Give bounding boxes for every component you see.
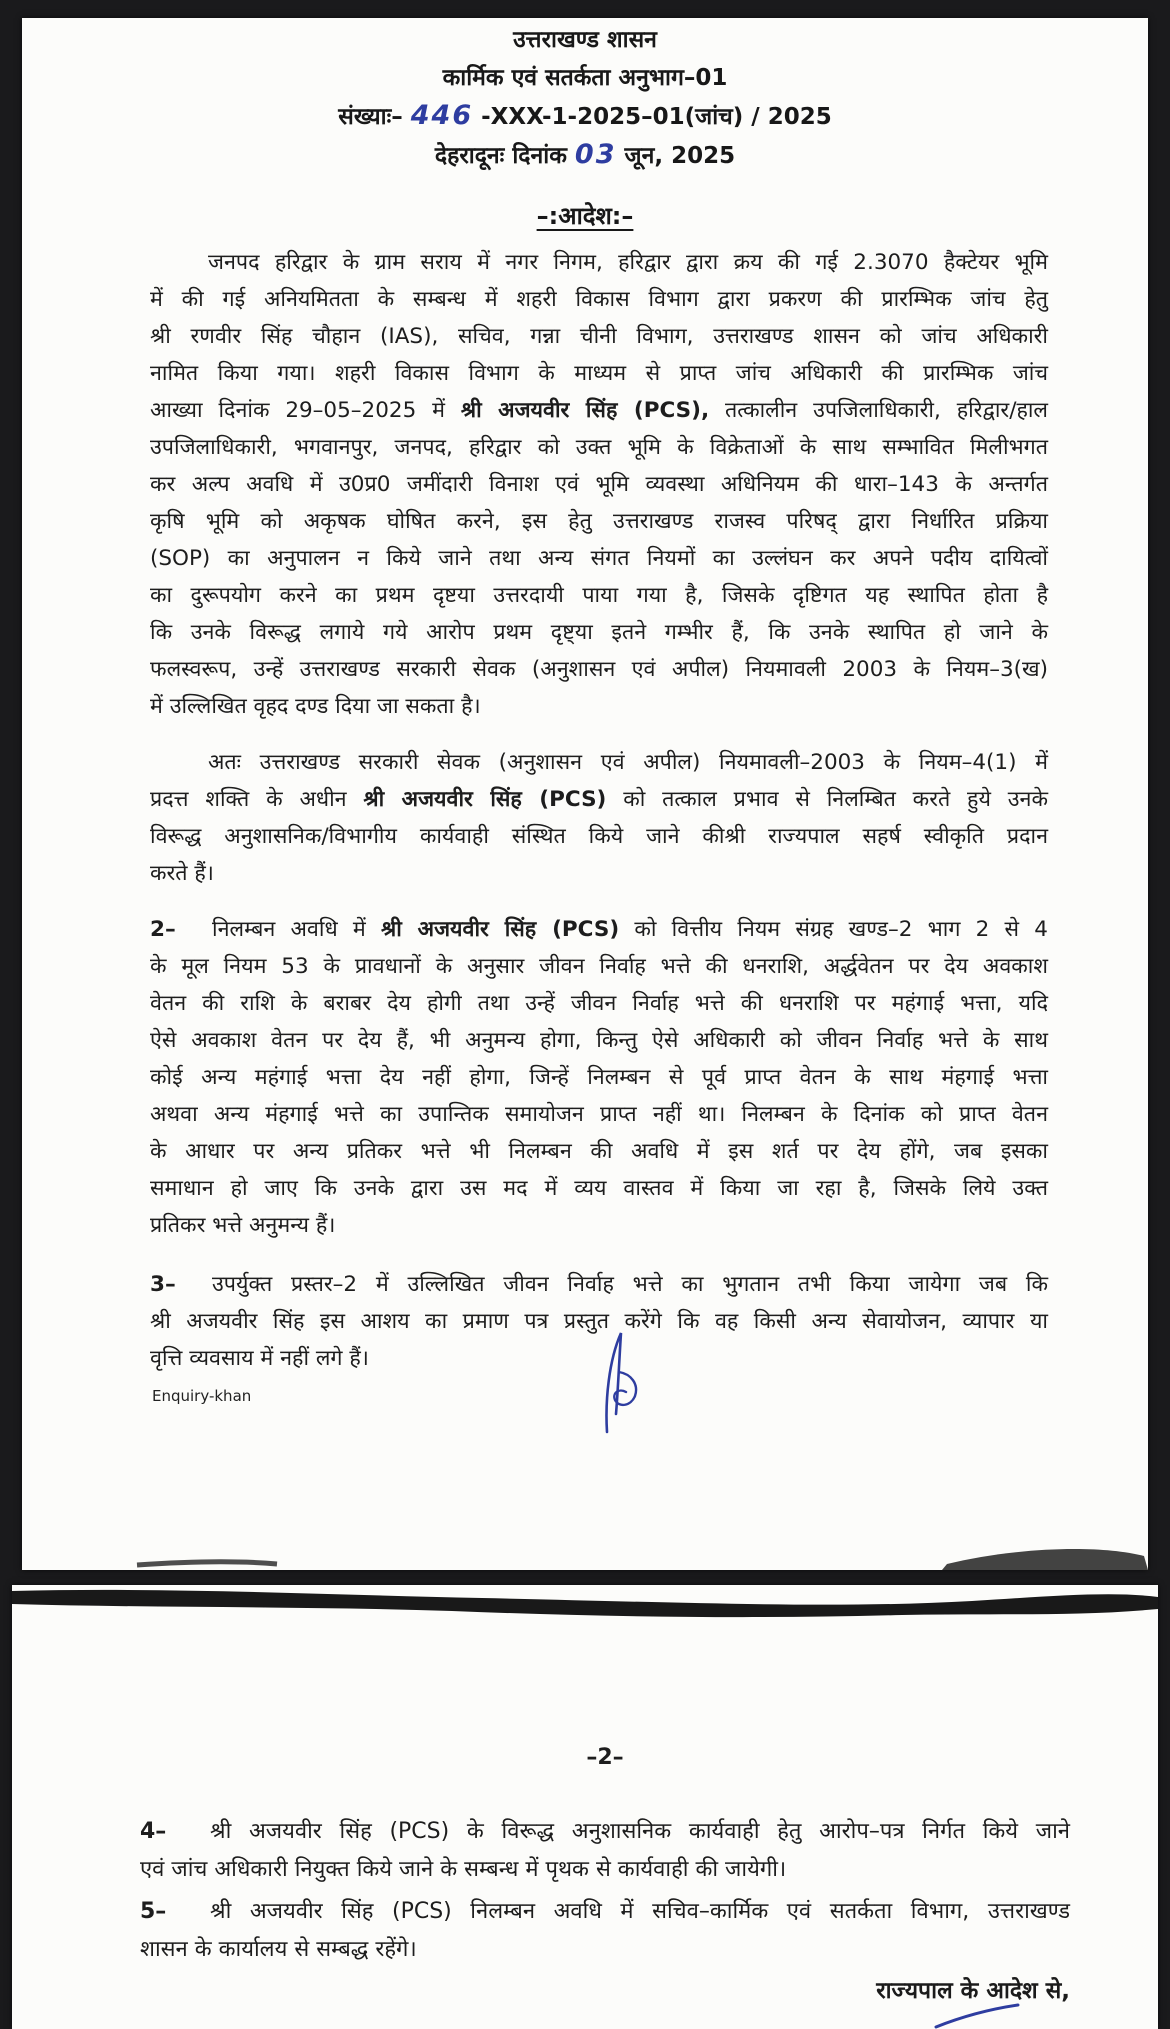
paragraph-number: 4– xyxy=(140,1819,167,1844)
reference-number-line xyxy=(22,97,1148,136)
place-date-label: देहरादूनः दिनांक xyxy=(434,143,567,169)
signature-ink-icon xyxy=(595,1330,655,1435)
department-line: कार्मिक एवं सतर्कता अनुभाग–01 xyxy=(442,65,728,91)
text-line: (SOP) का अनुपालन न किये जाने तथा अन्य संगत नियमों का उल्लंघन कर अपने पदीय दायित्वों xyxy=(150,546,1048,571)
text-line: कृषि भूमि को अकृषक घोषित करने, इस हेतु उत्तराखण्ड राजस्व परिषद् द्वारा निर्धारित प्रक्रिया xyxy=(150,509,1048,534)
text-line: श्री अजयवीर सिंह इस आशय का प्रमाण पत्र प्रस्तुत करेंगे कि वह किसी अन्य सेवायोजन, व्यापार या xyxy=(150,1309,1048,1334)
text-line xyxy=(150,781,1048,818)
scan-shadow-artifacts xyxy=(22,1540,1148,1570)
ref-number-printed: -XXX-1-2025–01(जांच) / 2025 xyxy=(481,104,832,130)
paragraph-number: 5– xyxy=(140,1899,167,1924)
paragraph-number: 2– xyxy=(150,917,176,942)
text-line: के मूल नियम 53 के प्रावधानों के अनुसार जीवन निर्वाह भत्ते की धनराशि, अर्द्धवेतन पर देय अवकाश xyxy=(150,954,1048,979)
text-line xyxy=(140,1813,1070,1851)
paragraph-1 xyxy=(150,244,1048,725)
text-segment: उपर्युक्त प्रस्तर–2 में उल्लिखित जीवन निर्वाह भत्ते का भुगतान तभी किया जायेगा जब कि xyxy=(212,1272,1048,1297)
text-line: उपजिलाधिकारी, भगवानपुर, जनपद, हरिद्वार को उक्त भूमि के विक्रेताओं के साथ सम्भावित मिलीभगत xyxy=(150,435,1048,460)
text-line: एवं जांच अधिकारी नियुक्त किये जाने के सम्बन्ध में पृथक से कार्यवाही की जायेगी। xyxy=(140,1857,787,1882)
by-order-of-governor: राज्यपाल के आदेश से, xyxy=(876,1978,1070,2004)
text-line: समाधान हो जाए कि उनके द्वारा उस मद में व्यय वास्तव में किया जा रहा है, जिसके लिये उक्त xyxy=(150,1176,1048,1201)
text-segment: निलम्बन अवधि में xyxy=(212,917,381,942)
text-line xyxy=(150,392,1048,429)
order-heading: –:आदेश:– xyxy=(536,202,634,230)
ref-number-label: संख्याः– xyxy=(338,104,403,130)
page-1 xyxy=(22,18,1148,1570)
text-line: वृत्ति व्यवसाय में नहीं लगे हैं। xyxy=(150,1346,369,1371)
ref-number-handwritten: 446 xyxy=(410,100,474,131)
paragraph-number: 3– xyxy=(150,1272,176,1297)
text-line: कोई अन्य महंगाई भत्ता देय नहीं होगा, जिन्हें निलम्बन से पूर्व प्राप्त वेतन के साथ मंहगाई भत्ता xyxy=(150,1065,1048,1090)
text-line: जनपद हरिद्वार के ग्राम सराय में नगर निगम, हरिद्वार द्वारा क्रय की गई 2.3070 हैक्टेयर भूमि xyxy=(208,250,1048,275)
text-line: में की गई अनियमितता के सम्बन्ध में शहरी विकास विभाग द्वारा प्रकरण की प्रारम्भिक जांच हेतु xyxy=(150,287,1048,312)
signature-stroke-icon xyxy=(932,2003,1022,2029)
date-day-handwritten: 03 xyxy=(574,139,617,170)
page-number: –2– xyxy=(586,1745,624,1770)
text-line: शासन के कार्यालय से सम्बद्ध रहेंगे। xyxy=(140,1937,417,1962)
text-line: ऐसे अवकाश वेतन पर देय हैं, भी अनुमन्य होगा, किन्तु ऐसे अधिकारी को जीवन निर्वाह भत्ते के साथ xyxy=(150,1028,1048,1053)
enquiry-clerk-note: Enquiry-khan xyxy=(152,1387,252,1405)
text-segment: तत्कालीन उपजिलाधिकारी, हरिद्वार/हाल xyxy=(709,398,1049,423)
text-line: श्री रणवीर सिंह चौहान (IAS), सचिव, गन्ना चीनी विभाग, उत्तराखण्ड शासन को जांच अधिकारी xyxy=(150,324,1048,349)
letterhead xyxy=(22,21,1148,175)
text-line xyxy=(150,1266,1048,1303)
text-segment: श्री अजयवीर सिंह (PCS) के विरूद्ध अनुशासनिक कार्यवाही हेतु आरोप–पत्र निर्गत किये जाने xyxy=(210,1819,1070,1844)
text-line: कर अल्प अवधि में उ0प्र0 जमींदारी विनाश एवं भूमि व्यवस्था अधिनियम की धारा–143 के अन्तर्गत xyxy=(150,472,1048,497)
paragraph-4 xyxy=(140,1813,1070,1889)
text-line: फलस्वरूप, उन्हें उत्तराखण्ड सरकारी सेवक (अनुशासन एवं अपील) नियमावली 2003 के नियम–3(ख) xyxy=(150,657,1048,682)
officer-name-bold: श्री अजयवीर सिंह (PCS), xyxy=(460,398,710,423)
date-month-year: जून, 2025 xyxy=(624,143,736,169)
officer-name-bold: श्री अजयवीर सिंह (PCS) xyxy=(363,787,607,812)
officer-name-bold: श्री अजयवीर सिंह (PCS) xyxy=(380,917,620,942)
text-line: का दुरूपयोग करने का प्रथम दृष्टया उत्तरदायी पाया गया है, जिसके दृष्टिगत यह स्थापित होता है xyxy=(150,583,1048,608)
text-line: कि उनके विरूद्ध लगाये गये आरोप प्रथम दृष्ट्या इतने गम्भीर हैं, कि उनके स्थापित हो जाने के xyxy=(150,620,1048,645)
text-line: करते हैं। xyxy=(150,861,214,886)
text-line: के आधार पर अन्य प्रतिकर भत्ते भी निलम्बन की अवधि में इस शर्त पर देय होंगे, जब इसका xyxy=(150,1139,1048,1164)
paragraph-2a xyxy=(150,911,1048,1244)
paragraph-2 xyxy=(150,744,1048,892)
text-line: विरूद्ध अनुशासनिक/विभागीय कार्यवाही संस्थित किये जाने कीश्री राज्यपाल सहर्ष स्वीकृति प्रदान xyxy=(150,824,1048,849)
page-2 xyxy=(12,1585,1158,2029)
scan-smudge-artifact xyxy=(12,1585,1158,1625)
text-line: प्रतिकर भत्ते अनुमन्य हैं। xyxy=(150,1213,336,1238)
text-line: अतः उत्तराखण्ड सरकारी सेवक (अनुशासन एवं अपील) नियमावली–2003 के नियम–4(1) में xyxy=(208,750,1048,775)
place-date-line xyxy=(22,136,1148,175)
text-segment: को वित्तीय नियम संग्रह खण्ड–2 भाग 2 से 4 xyxy=(619,917,1048,942)
text-line: नामित किया गया। शहरी विकास विभाग के माध्यम से प्राप्त जांच अधिकारी की प्रारम्भिक जांच xyxy=(150,361,1048,386)
text-line xyxy=(150,911,1048,948)
text-line xyxy=(140,1893,1070,1931)
text-segment: को तत्काल प्रभाव से निलम्बित करते हुये उनके xyxy=(606,787,1048,812)
text-line: वेतन की राशि के बराबर देय होगी तथा उन्हें जीवन निर्वाह भत्ते की धनराशि पर महंगाई भत्ता, यदि xyxy=(150,991,1048,1016)
text-line: अथवा अन्य मंहगाई भत्ते का उपान्तिक समायोजन प्राप्त नहीं था। निलम्बन के दिनांक को प्राप्त वेतन xyxy=(150,1102,1048,1127)
text-line: में उल्लिखित वृहद दण्ड दिया जा सकता है। xyxy=(150,694,481,719)
government-title: उत्तराखण्ड शासन xyxy=(513,27,657,53)
text-segment: आख्या दिनांक 29–05–2025 में xyxy=(150,398,461,423)
paragraph-5 xyxy=(140,1893,1070,1969)
text-segment: श्री अजयवीर सिंह (PCS) निलम्बन अवधि में सचिव–कार्मिक एवं सतर्कता विभाग, उत्तराखण्ड xyxy=(210,1899,1070,1924)
text-segment: प्रदत्त शक्ति के अधीन xyxy=(150,787,364,812)
